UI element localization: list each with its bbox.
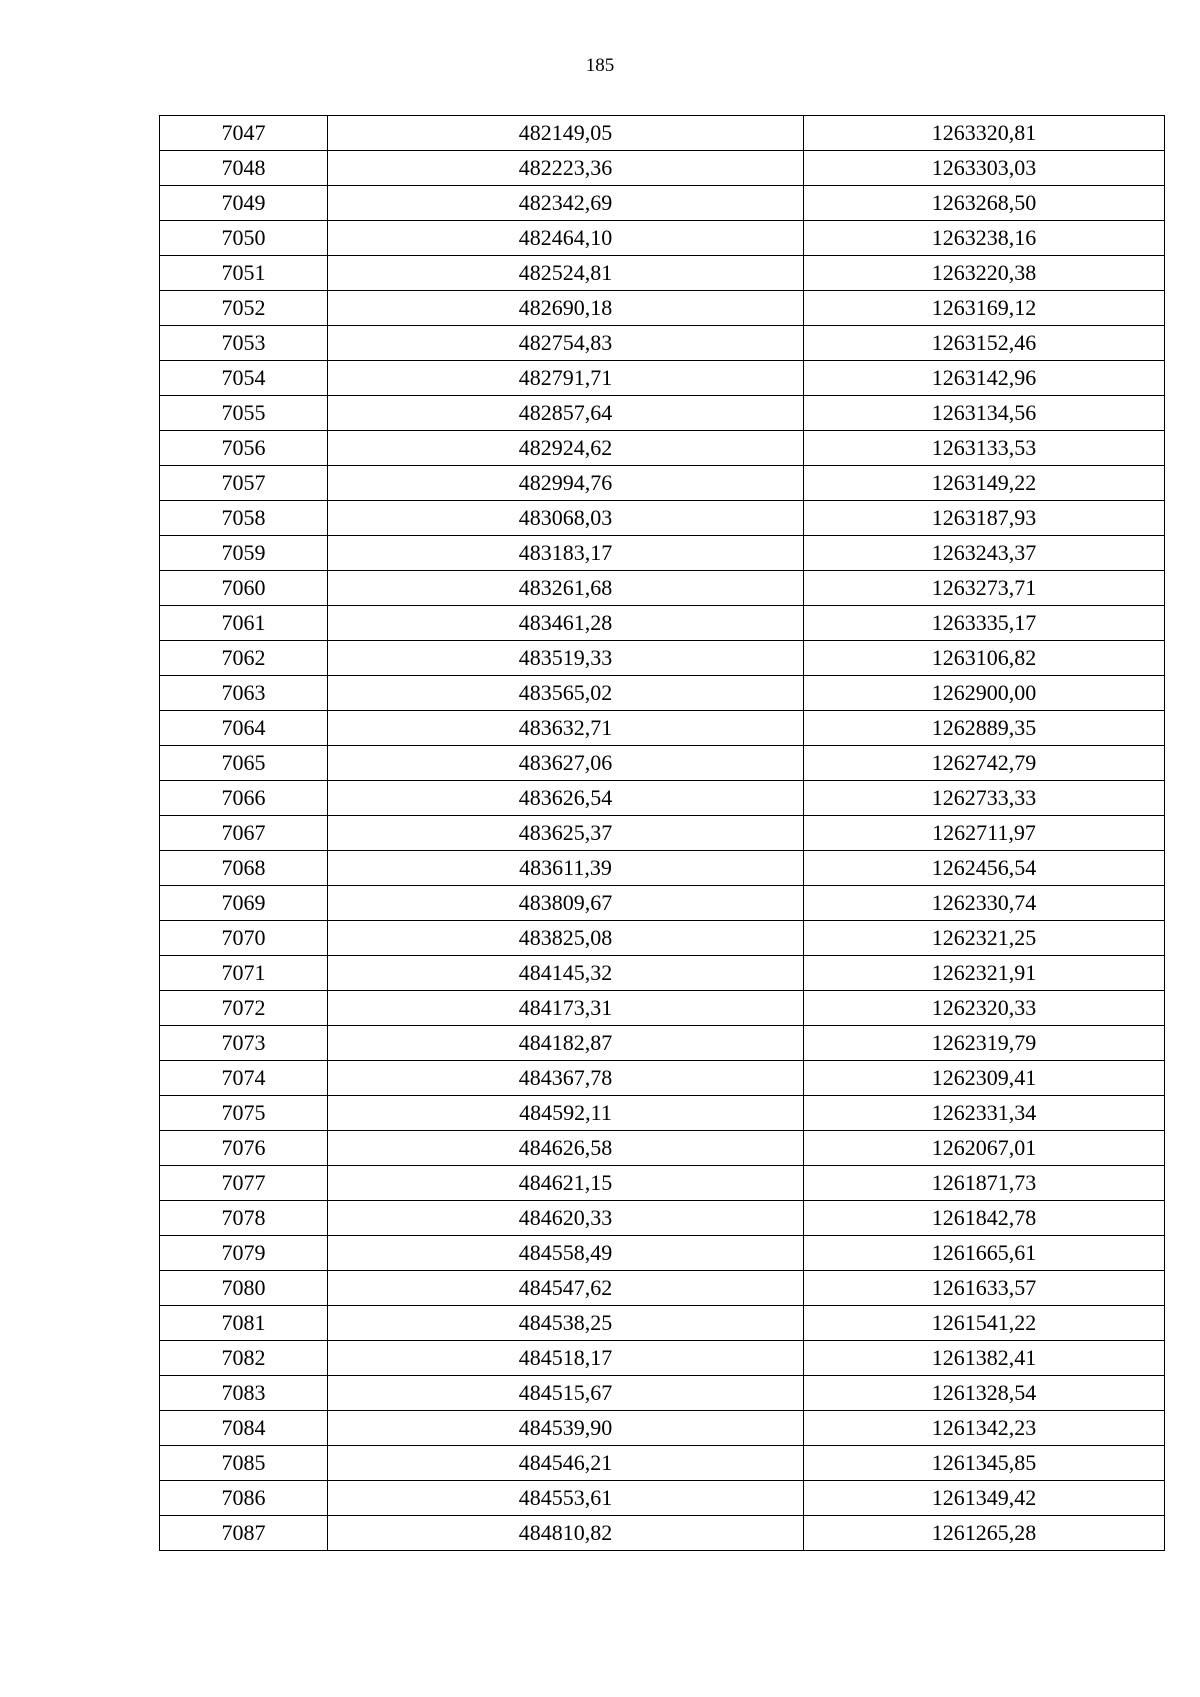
point-number-cell: 7054	[160, 361, 328, 396]
x-coordinate-cell: 484592,11	[328, 1096, 804, 1131]
y-coordinate-cell: 1261342,23	[804, 1411, 1165, 1446]
point-number-cell: 7084	[160, 1411, 328, 1446]
x-coordinate-cell: 484518,17	[328, 1341, 804, 1376]
x-coordinate-cell: 482924,62	[328, 431, 804, 466]
table-row	[160, 746, 1165, 781]
table-row	[160, 501, 1165, 536]
table-row	[160, 676, 1165, 711]
x-coordinate-cell: 484626,58	[328, 1131, 804, 1166]
x-coordinate-cell: 484367,78	[328, 1061, 804, 1096]
y-coordinate-cell: 1263106,82	[804, 641, 1165, 676]
table-row	[160, 1061, 1165, 1096]
point-number-cell: 7078	[160, 1201, 328, 1236]
point-number-cell: 7061	[160, 606, 328, 641]
point-number-cell: 7060	[160, 571, 328, 606]
y-coordinate-cell: 1263142,96	[804, 361, 1165, 396]
table-row	[160, 1026, 1165, 1061]
x-coordinate-cell: 484621,15	[328, 1166, 804, 1201]
x-coordinate-cell: 482857,64	[328, 396, 804, 431]
point-number-cell: 7077	[160, 1166, 328, 1201]
x-coordinate-cell: 483565,02	[328, 676, 804, 711]
y-coordinate-cell: 1263268,50	[804, 186, 1165, 221]
table-row	[160, 921, 1165, 956]
point-number-cell: 7081	[160, 1306, 328, 1341]
y-coordinate-cell: 1262900,00	[804, 676, 1165, 711]
x-coordinate-cell: 483461,28	[328, 606, 804, 641]
table-row	[160, 186, 1165, 221]
point-number-cell: 7063	[160, 676, 328, 711]
point-number-cell: 7056	[160, 431, 328, 466]
table-row	[160, 221, 1165, 256]
table-row	[160, 116, 1165, 151]
point-number-cell: 7086	[160, 1481, 328, 1516]
point-number-cell: 7055	[160, 396, 328, 431]
x-coordinate-cell: 483068,03	[328, 501, 804, 536]
point-number-cell: 7080	[160, 1271, 328, 1306]
point-number-cell: 7087	[160, 1516, 328, 1551]
table-row	[160, 991, 1165, 1026]
point-number-cell: 7067	[160, 816, 328, 851]
table-row	[160, 1446, 1165, 1481]
table-row	[160, 641, 1165, 676]
table-row	[160, 606, 1165, 641]
y-coordinate-cell: 1263187,93	[804, 501, 1165, 536]
point-number-cell: 7082	[160, 1341, 328, 1376]
table-row	[160, 431, 1165, 466]
y-coordinate-cell: 1262889,35	[804, 711, 1165, 746]
y-coordinate-cell: 1261871,73	[804, 1166, 1165, 1201]
table-row	[160, 1376, 1165, 1411]
table-row	[160, 361, 1165, 396]
page-number: 185	[585, 55, 615, 76]
x-coordinate-cell: 483825,08	[328, 921, 804, 956]
table-row	[160, 396, 1165, 431]
x-coordinate-cell: 482464,10	[328, 221, 804, 256]
point-number-cell: 7085	[160, 1446, 328, 1481]
y-coordinate-cell: 1263152,46	[804, 326, 1165, 361]
y-coordinate-cell: 1263243,37	[804, 536, 1165, 571]
x-coordinate-cell: 484145,32	[328, 956, 804, 991]
point-number-cell: 7058	[160, 501, 328, 536]
y-coordinate-cell: 1262330,74	[804, 886, 1165, 921]
point-number-cell: 7052	[160, 291, 328, 326]
point-number-cell: 7053	[160, 326, 328, 361]
y-coordinate-cell: 1262067,01	[804, 1131, 1165, 1166]
x-coordinate-cell: 483632,71	[328, 711, 804, 746]
x-coordinate-cell: 482754,83	[328, 326, 804, 361]
point-number-cell: 7072	[160, 991, 328, 1026]
x-coordinate-cell: 484539,90	[328, 1411, 804, 1446]
x-coordinate-cell: 484515,67	[328, 1376, 804, 1411]
y-coordinate-cell: 1262456,54	[804, 851, 1165, 886]
x-coordinate-cell: 483519,33	[328, 641, 804, 676]
table-row	[160, 291, 1165, 326]
table-row	[160, 956, 1165, 991]
y-coordinate-cell: 1261633,57	[804, 1271, 1165, 1306]
point-number-cell: 7051	[160, 256, 328, 291]
table-row	[160, 1201, 1165, 1236]
x-coordinate-cell: 482791,71	[328, 361, 804, 396]
table-row	[160, 466, 1165, 501]
x-coordinate-cell: 484553,61	[328, 1481, 804, 1516]
x-coordinate-cell: 483627,06	[328, 746, 804, 781]
x-coordinate-cell: 483611,39	[328, 851, 804, 886]
y-coordinate-cell: 1262733,33	[804, 781, 1165, 816]
y-coordinate-cell: 1262321,25	[804, 921, 1165, 956]
y-coordinate-cell: 1263303,03	[804, 151, 1165, 186]
table-row	[160, 1096, 1165, 1131]
y-coordinate-cell: 1263335,17	[804, 606, 1165, 641]
table-row	[160, 1306, 1165, 1341]
x-coordinate-cell: 482524,81	[328, 256, 804, 291]
y-coordinate-cell: 1261842,78	[804, 1201, 1165, 1236]
table-row	[160, 711, 1165, 746]
table-row	[160, 1481, 1165, 1516]
x-coordinate-cell: 484620,33	[328, 1201, 804, 1236]
coordinates-table	[159, 115, 1165, 1551]
x-coordinate-cell: 483183,17	[328, 536, 804, 571]
y-coordinate-cell: 1261349,42	[804, 1481, 1165, 1516]
x-coordinate-cell: 484173,31	[328, 991, 804, 1026]
table-row	[160, 1516, 1165, 1551]
y-coordinate-cell: 1261345,85	[804, 1446, 1165, 1481]
table-row	[160, 816, 1165, 851]
point-number-cell: 7059	[160, 536, 328, 571]
table-row	[160, 1236, 1165, 1271]
point-number-cell: 7083	[160, 1376, 328, 1411]
table-row	[160, 1131, 1165, 1166]
point-number-cell: 7076	[160, 1131, 328, 1166]
table-row	[160, 151, 1165, 186]
point-number-cell: 7070	[160, 921, 328, 956]
y-coordinate-cell: 1263320,81	[804, 116, 1165, 151]
table-row	[160, 256, 1165, 291]
y-coordinate-cell: 1263149,22	[804, 466, 1165, 501]
x-coordinate-cell: 483626,54	[328, 781, 804, 816]
point-number-cell: 7047	[160, 116, 328, 151]
x-coordinate-cell: 484810,82	[328, 1516, 804, 1551]
point-number-cell: 7057	[160, 466, 328, 501]
y-coordinate-cell: 1262331,34	[804, 1096, 1165, 1131]
point-number-cell: 7049	[160, 186, 328, 221]
table-row	[160, 1271, 1165, 1306]
point-number-cell: 7066	[160, 781, 328, 816]
table-row	[160, 1166, 1165, 1201]
x-coordinate-cell: 483261,68	[328, 571, 804, 606]
x-coordinate-cell: 482994,76	[328, 466, 804, 501]
point-number-cell: 7068	[160, 851, 328, 886]
y-coordinate-cell: 1263169,12	[804, 291, 1165, 326]
point-number-cell: 7079	[160, 1236, 328, 1271]
y-coordinate-cell: 1262321,91	[804, 956, 1165, 991]
table-row	[160, 326, 1165, 361]
x-coordinate-cell: 483809,67	[328, 886, 804, 921]
table-row	[160, 1411, 1165, 1446]
x-coordinate-cell: 482223,36	[328, 151, 804, 186]
x-coordinate-cell: 482149,05	[328, 116, 804, 151]
point-number-cell: 7074	[160, 1061, 328, 1096]
x-coordinate-cell: 484547,62	[328, 1271, 804, 1306]
table-row	[160, 781, 1165, 816]
table-row	[160, 851, 1165, 886]
x-coordinate-cell: 484558,49	[328, 1236, 804, 1271]
x-coordinate-cell: 482342,69	[328, 186, 804, 221]
y-coordinate-cell: 1261382,41	[804, 1341, 1165, 1376]
y-coordinate-cell: 1263220,38	[804, 256, 1165, 291]
point-number-cell: 7050	[160, 221, 328, 256]
y-coordinate-cell: 1262319,79	[804, 1026, 1165, 1061]
y-coordinate-cell: 1263133,53	[804, 431, 1165, 466]
y-coordinate-cell: 1263134,56	[804, 396, 1165, 431]
y-coordinate-cell: 1263273,71	[804, 571, 1165, 606]
point-number-cell: 7065	[160, 746, 328, 781]
x-coordinate-cell: 484182,87	[328, 1026, 804, 1061]
table-row	[160, 886, 1165, 921]
x-coordinate-cell: 484546,21	[328, 1446, 804, 1481]
x-coordinate-cell: 482690,18	[328, 291, 804, 326]
x-coordinate-cell: 483625,37	[328, 816, 804, 851]
point-number-cell: 7075	[160, 1096, 328, 1131]
y-coordinate-cell: 1261328,54	[804, 1376, 1165, 1411]
y-coordinate-cell: 1262742,79	[804, 746, 1165, 781]
point-number-cell: 7064	[160, 711, 328, 746]
point-number-cell: 7062	[160, 641, 328, 676]
y-coordinate-cell: 1261265,28	[804, 1516, 1165, 1551]
y-coordinate-cell: 1261665,61	[804, 1236, 1165, 1271]
y-coordinate-cell: 1262711,97	[804, 816, 1165, 851]
point-number-cell: 7048	[160, 151, 328, 186]
coordinates-table-body	[160, 116, 1165, 1551]
y-coordinate-cell: 1263238,16	[804, 221, 1165, 256]
y-coordinate-cell: 1262320,33	[804, 991, 1165, 1026]
x-coordinate-cell: 484538,25	[328, 1306, 804, 1341]
y-coordinate-cell: 1262309,41	[804, 1061, 1165, 1096]
point-number-cell: 7073	[160, 1026, 328, 1061]
point-number-cell: 7069	[160, 886, 328, 921]
y-coordinate-cell: 1261541,22	[804, 1306, 1165, 1341]
point-number-cell: 7071	[160, 956, 328, 991]
table-row	[160, 536, 1165, 571]
table-row	[160, 571, 1165, 606]
table-row	[160, 1341, 1165, 1376]
